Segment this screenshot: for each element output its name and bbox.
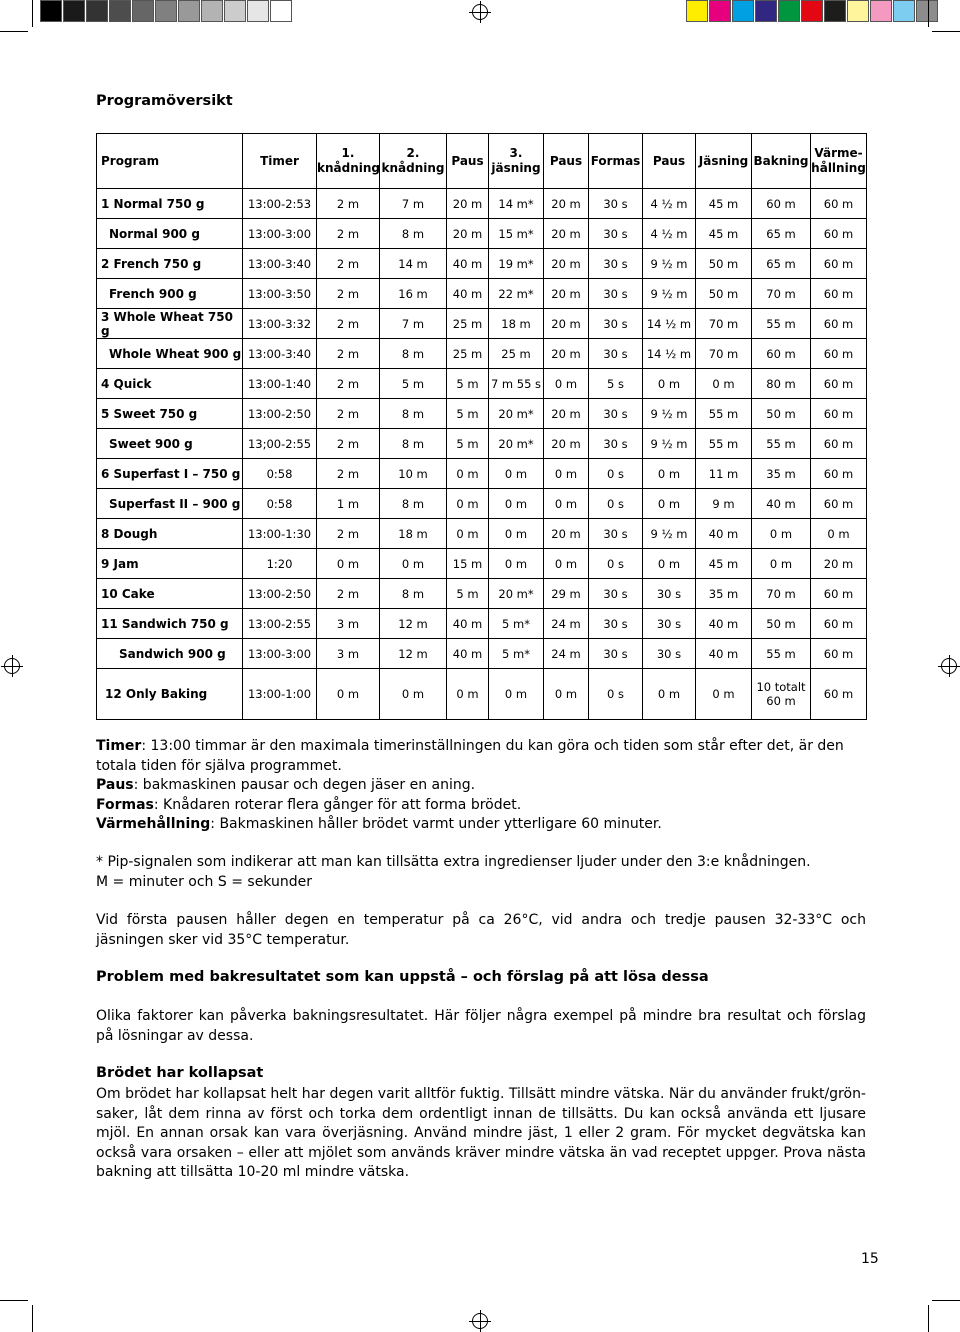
program-name-cell: 10 Cake xyxy=(97,579,243,609)
table-cell: 9 ½ m xyxy=(643,429,696,459)
table-cell: 9 ½ m xyxy=(643,399,696,429)
table-cell: 0 m xyxy=(380,549,447,579)
color-swatch xyxy=(109,0,131,22)
table-cell: 13:00-1:00 xyxy=(243,669,317,720)
table-cell: 22 m* xyxy=(489,279,544,309)
table-cell: 2 m xyxy=(317,279,380,309)
table-cell: 14 ½ m xyxy=(643,309,696,339)
table-cell: 9 m xyxy=(696,489,752,519)
color-swatch xyxy=(732,0,754,22)
timer-definition xyxy=(96,737,866,776)
table-cell: 60 m xyxy=(811,369,867,399)
table-cell: 20 m xyxy=(544,249,589,279)
formas-definition xyxy=(96,796,866,816)
table-cell: 2 m xyxy=(317,399,380,429)
table-cell: 30 s xyxy=(589,609,643,639)
table-cell: 7 m xyxy=(380,309,447,339)
table-cell: 50 m xyxy=(696,249,752,279)
table-cell: 8 m xyxy=(380,579,447,609)
table-cell: 8 m xyxy=(380,429,447,459)
program-name-cell: 9 Jam xyxy=(97,549,243,579)
table-cell: 30 s xyxy=(589,309,643,339)
problems-intro: Olika faktorer kan påverka bakningsresultatet. Här följer några exempel på mindre bra resultat och förslag på lösningar av dessa. xyxy=(96,1008,866,1044)
table-cell: 2 m xyxy=(317,249,380,279)
program-name-cell: Normal 900 g xyxy=(97,219,243,249)
table-cell: 60 m xyxy=(811,579,867,609)
table-cell: 0 m xyxy=(643,549,696,579)
table-cell: 4 ½ m xyxy=(643,219,696,249)
table-row xyxy=(97,339,867,369)
table-cell: 25 m xyxy=(447,339,489,369)
table-cell: 5 m xyxy=(447,429,489,459)
table-cell: 0:58 xyxy=(243,489,317,519)
table-cell: 40 m xyxy=(447,609,489,639)
table-cell: 18 m xyxy=(380,519,447,549)
column-header: Jäsning xyxy=(696,134,752,189)
varmehallning-definition xyxy=(96,815,866,835)
table-cell: 60 m xyxy=(811,639,867,669)
table-cell: 13:00-3:00 xyxy=(243,219,317,249)
program-name-cell: 3 Whole Wheat 750 g xyxy=(97,309,243,339)
definitions xyxy=(96,737,866,835)
table-cell: 0 m xyxy=(489,549,544,579)
table-cell: 0 m xyxy=(447,459,489,489)
varmehallning-term: Värmehållning xyxy=(96,816,211,832)
table-cell: 14 ½ m xyxy=(643,339,696,369)
table-cell: 0 m xyxy=(447,519,489,549)
column-header: Timer xyxy=(243,134,317,189)
table-cell: 8 m xyxy=(380,219,447,249)
table-row xyxy=(97,309,867,339)
registration-mark-bottom xyxy=(472,1313,488,1329)
table-cell: 18 m xyxy=(489,309,544,339)
registration-mark-left xyxy=(4,658,20,674)
crop-mark xyxy=(928,1305,929,1332)
table-cell: 60 m xyxy=(752,339,811,369)
registration-mark-top xyxy=(472,4,488,20)
color-swatch xyxy=(709,0,731,22)
problems-heading: Problem med bakresultatet som kan uppstå – och förslag på att lösa dessa xyxy=(96,969,709,985)
page-title: Programöversikt xyxy=(96,93,233,109)
table-cell: 0 m xyxy=(489,489,544,519)
temperature-note: Vid första pausen håller degen en temperatur på ca 26°C, vid andra och tredje pausen 32-33°C och jäsningen sker vid 35°C temperatur. xyxy=(96,912,866,948)
table-cell: 1 m xyxy=(317,489,380,519)
table-cell: 0 s xyxy=(589,669,643,720)
table-cell: 45 m xyxy=(696,219,752,249)
table-cell: 40 m xyxy=(447,249,489,279)
table-cell: 13:00-3:32 xyxy=(243,309,317,339)
color-swatch xyxy=(847,0,869,22)
timer-term: Timer xyxy=(96,738,142,754)
color-swatch xyxy=(270,0,292,22)
table-cell: 30 s xyxy=(589,279,643,309)
table-cell: 30 s xyxy=(589,339,643,369)
table-cell: 40 m xyxy=(447,639,489,669)
table-cell: 13:00-1:40 xyxy=(243,369,317,399)
table-cell: 13:00-1:30 xyxy=(243,519,317,549)
program-name-cell: Sandwich 900 g xyxy=(97,639,243,669)
crop-mark xyxy=(932,31,960,32)
table-cell: 3 m xyxy=(317,609,380,639)
table-cell: 20 m xyxy=(544,279,589,309)
table-cell: 5 m xyxy=(447,369,489,399)
table-cell: 1:20 xyxy=(243,549,317,579)
paus-term: Paus xyxy=(96,777,134,793)
table-row xyxy=(97,219,867,249)
color-swatch xyxy=(155,0,177,22)
table-cell: 5 m xyxy=(447,399,489,429)
column-header: Paus xyxy=(544,134,589,189)
table-cell: 20 m xyxy=(811,549,867,579)
table-cell: 30 s xyxy=(589,399,643,429)
column-header: Formas xyxy=(589,134,643,189)
table-cell: 60 m xyxy=(811,489,867,519)
table-cell: 20 m xyxy=(447,219,489,249)
table-cell: 7 m 55 s xyxy=(489,369,544,399)
table-cell: 40 m xyxy=(696,609,752,639)
table-cell: 60 m xyxy=(811,399,867,429)
table-row xyxy=(97,459,867,489)
program-name-cell: 6 Superfast I – 750 g xyxy=(97,459,243,489)
table-cell: 30 s xyxy=(589,429,643,459)
crop-mark xyxy=(32,0,33,27)
column-header: Bakning xyxy=(752,134,811,189)
table-cell: 2 m xyxy=(317,369,380,399)
table-row xyxy=(97,579,867,609)
table-cell: 55 m xyxy=(752,429,811,459)
table-cell: 5 s xyxy=(589,369,643,399)
table-cell: 60 m xyxy=(811,309,867,339)
table-cell: 30 s xyxy=(589,189,643,219)
color-swatch xyxy=(40,0,62,22)
crop-mark xyxy=(0,31,28,32)
column-header: Paus xyxy=(447,134,489,189)
paus-definition xyxy=(96,776,866,796)
table-cell: 13:00-3:50 xyxy=(243,279,317,309)
footnotes xyxy=(96,853,866,892)
color-swatch xyxy=(870,0,892,22)
table-cell: 2 m xyxy=(317,309,380,339)
table-row xyxy=(97,189,867,219)
table-cell: 55 m xyxy=(696,429,752,459)
table-row xyxy=(97,609,867,639)
collapsed-heading: Brödet har kollapsat xyxy=(96,1065,264,1081)
table-cell: 40 m xyxy=(696,639,752,669)
registration-mark-right xyxy=(941,658,957,674)
table-cell: 2 m xyxy=(317,339,380,369)
table-row xyxy=(97,519,867,549)
table-header-row xyxy=(97,134,867,189)
table-cell: 13:00-2:50 xyxy=(243,579,317,609)
program-name-cell: 12 Only Baking xyxy=(97,669,243,720)
table-cell: 20 m* xyxy=(489,429,544,459)
table-cell: 20 m xyxy=(544,219,589,249)
table-row xyxy=(97,399,867,429)
table-cell: 0 m xyxy=(643,369,696,399)
color-calibration-bar xyxy=(686,0,939,22)
table-cell: 2 m xyxy=(317,459,380,489)
table-cell: 2 m xyxy=(317,189,380,219)
program-name-cell: French 900 g xyxy=(97,279,243,309)
table-cell: 60 m xyxy=(811,339,867,369)
column-header: 2. knådning xyxy=(380,134,447,189)
table-cell: 0 m xyxy=(643,459,696,489)
table-cell: 10 totalt 60 m xyxy=(752,669,811,720)
table-cell: 0 s xyxy=(589,549,643,579)
table-cell: 70 m xyxy=(696,309,752,339)
table-cell: 20 m xyxy=(447,189,489,219)
table-cell: 29 m xyxy=(544,579,589,609)
table-cell: 8 m xyxy=(380,339,447,369)
color-swatch xyxy=(824,0,846,22)
crop-mark xyxy=(928,0,929,27)
color-swatch xyxy=(916,0,938,22)
table-cell: 9 ½ m xyxy=(643,279,696,309)
table-cell: 20 m xyxy=(544,399,589,429)
table-cell: 2 m xyxy=(317,429,380,459)
table-cell: 12 m xyxy=(380,609,447,639)
table-cell: 0 s xyxy=(589,459,643,489)
table-cell: 20 m xyxy=(544,429,589,459)
pip-note: * Pip-signalen som indikerar att man kan tillsätta extra ingredienser ljuder under den 3:e knådningen. xyxy=(96,854,811,870)
table-cell: 70 m xyxy=(752,279,811,309)
table-cell: 2 m xyxy=(317,519,380,549)
table-cell: 80 m xyxy=(752,369,811,399)
column-header: 3. jäsning xyxy=(489,134,544,189)
paus-text: : bakmaskinen pausar och degen jäser en aning. xyxy=(133,777,476,793)
table-cell: 50 m xyxy=(752,609,811,639)
table-cell: 2 m xyxy=(317,579,380,609)
table-cell: 11 m xyxy=(696,459,752,489)
program-name-cell: Whole Wheat 900 g xyxy=(97,339,243,369)
table-cell: 0 m xyxy=(544,549,589,579)
table-cell: 13:00-3:40 xyxy=(243,249,317,279)
table-cell: 30 s xyxy=(643,609,696,639)
table-cell: 13;00-2:55 xyxy=(243,429,317,459)
table-cell: 13:00-2:53 xyxy=(243,189,317,219)
color-swatch xyxy=(686,0,708,22)
color-swatch xyxy=(893,0,915,22)
table-cell: 50 m xyxy=(752,399,811,429)
table-cell: 60 m xyxy=(811,429,867,459)
table-cell: 30 s xyxy=(643,579,696,609)
table-cell: 13:00-3:00 xyxy=(243,639,317,669)
table-row xyxy=(97,369,867,399)
table-cell: 50 m xyxy=(696,279,752,309)
table-cell: 70 m xyxy=(752,579,811,609)
table-cell: 0 m xyxy=(643,669,696,720)
table-cell: 19 m* xyxy=(489,249,544,279)
color-swatch xyxy=(755,0,777,22)
table-cell: 20 m* xyxy=(489,399,544,429)
collapsed-text: Om brödet har kollapsat helt har degen varit alltför fuktig. Tillsätt mindre vätska. När du använder frukt/grön-saker, låt dem rinna av först och torka dem ordentligt innan de tillsätts. Du kan också använda ett ljusare mjöl. En annan orsak kan vara överjäsning. Använd mindre jäst, 1 eller 2 gram. För mycket degvätska kan också vara orsaken – eller att mjölet som används kräver mindre vätska än vad receptet uppger. Prova nästa bakning att tillsätta 10-20 ml mindre vätska. xyxy=(96,1086,866,1180)
table-cell: 15 m xyxy=(447,549,489,579)
table-cell: 0 m xyxy=(643,489,696,519)
timer-text: : 13:00 timmar är den maximala timerinställningen du kan göra och tiden som står efter det, är den totala tiden för själva programmet. xyxy=(96,738,844,774)
table-cell: 9 ½ m xyxy=(643,249,696,279)
table-cell: 40 m xyxy=(752,489,811,519)
table-cell: 20 m xyxy=(544,519,589,549)
table-cell: 5 m* xyxy=(489,609,544,639)
table-cell: 30 s xyxy=(589,579,643,609)
program-name-cell: 8 Dough xyxy=(97,519,243,549)
table-cell: 7 m xyxy=(380,189,447,219)
color-swatch xyxy=(86,0,108,22)
table-cell: 60 m xyxy=(811,279,867,309)
table-cell: 14 m* xyxy=(489,189,544,219)
table-row xyxy=(97,639,867,669)
table-cell: 20 m xyxy=(544,189,589,219)
table-cell: 0 m xyxy=(752,549,811,579)
table-cell: 55 m xyxy=(752,309,811,339)
table-cell: 8 m xyxy=(380,489,447,519)
table-cell: 60 m xyxy=(811,609,867,639)
table-cell: 30 s xyxy=(643,639,696,669)
program-overview-table xyxy=(96,133,867,720)
table-cell: 0 m xyxy=(696,369,752,399)
crop-mark xyxy=(932,1300,960,1301)
color-swatch xyxy=(201,0,223,22)
color-swatch xyxy=(247,0,269,22)
table-cell: 5 m* xyxy=(489,639,544,669)
table-cell: 35 m xyxy=(696,579,752,609)
table-cell: 0 m xyxy=(544,459,589,489)
table-cell: 2 m xyxy=(317,219,380,249)
table-cell: 13:00-2:50 xyxy=(243,399,317,429)
table-cell: 0 m xyxy=(317,669,380,720)
table-cell: 45 m xyxy=(696,189,752,219)
table-cell: 13:00-2:55 xyxy=(243,609,317,639)
page-number: 15 xyxy=(861,1251,879,1267)
table-cell: 30 s xyxy=(589,249,643,279)
table-cell: 35 m xyxy=(752,459,811,489)
color-swatch xyxy=(132,0,154,22)
table-cell: 60 m xyxy=(811,249,867,279)
column-header: Program xyxy=(97,134,243,189)
color-swatch xyxy=(178,0,200,22)
table-cell: 60 m xyxy=(752,189,811,219)
table-cell: 60 m xyxy=(811,219,867,249)
table-row xyxy=(97,669,867,720)
program-name-cell: Sweet 900 g xyxy=(97,429,243,459)
table-cell: 14 m xyxy=(380,249,447,279)
table-cell: 5 m xyxy=(380,369,447,399)
table-cell: 12 m xyxy=(380,639,447,669)
table-cell: 65 m xyxy=(752,249,811,279)
column-header: 1. knådning xyxy=(317,134,380,189)
table-cell: 40 m xyxy=(447,279,489,309)
table-row xyxy=(97,429,867,459)
table-cell: 0 m xyxy=(489,459,544,489)
crop-mark xyxy=(0,1300,28,1301)
table-cell: 60 m xyxy=(811,669,867,720)
table-cell: 0 m xyxy=(380,669,447,720)
table-cell: 30 s xyxy=(589,519,643,549)
table-cell: 10 m xyxy=(380,459,447,489)
table-cell: 0 m xyxy=(317,549,380,579)
table-cell: 0 m xyxy=(696,669,752,720)
table-cell: 24 m xyxy=(544,639,589,669)
table-cell: 55 m xyxy=(752,639,811,669)
table-cell: 13:00-3:40 xyxy=(243,339,317,369)
table-cell: 45 m xyxy=(696,549,752,579)
program-name-cell: 4 Quick xyxy=(97,369,243,399)
program-name-cell: 1 Normal 750 g xyxy=(97,189,243,219)
formas-term: Formas xyxy=(96,796,154,813)
crop-mark xyxy=(32,1305,33,1332)
color-swatch xyxy=(63,0,85,22)
table-row xyxy=(97,489,867,519)
color-swatch xyxy=(224,0,246,22)
table-cell: 40 m xyxy=(696,519,752,549)
table-cell: 25 m xyxy=(489,339,544,369)
program-name-cell: 11 Sandwich 750 g xyxy=(97,609,243,639)
table-cell: 0 m xyxy=(489,519,544,549)
table-cell: 0 m xyxy=(544,489,589,519)
table-cell: 3 m xyxy=(317,639,380,669)
table-cell: 0 s xyxy=(589,489,643,519)
color-swatch xyxy=(778,0,800,22)
table-cell: 65 m xyxy=(752,219,811,249)
table-cell: 0 m xyxy=(544,669,589,720)
column-header: Värme-hållning xyxy=(811,134,867,189)
table-cell: 0:58 xyxy=(243,459,317,489)
table-cell: 0 m xyxy=(489,669,544,720)
table-cell: 0 m xyxy=(544,369,589,399)
table-cell: 0 m xyxy=(447,489,489,519)
table-cell: 0 m xyxy=(811,519,867,549)
table-cell: 0 m xyxy=(752,519,811,549)
table-row xyxy=(97,549,867,579)
table-row xyxy=(97,279,867,309)
grayscale-calibration-bar xyxy=(40,0,293,22)
table-cell: 30 s xyxy=(589,219,643,249)
table-cell: 4 ½ m xyxy=(643,189,696,219)
table-cell: 8 m xyxy=(380,399,447,429)
table-cell: 60 m xyxy=(811,189,867,219)
table-cell: 16 m xyxy=(380,279,447,309)
table-cell: 5 m xyxy=(447,579,489,609)
table-cell: 15 m* xyxy=(489,219,544,249)
program-name-cell: 2 French 750 g xyxy=(97,249,243,279)
table-cell: 20 m xyxy=(544,339,589,369)
column-header: Paus xyxy=(643,134,696,189)
table-cell: 70 m xyxy=(696,339,752,369)
table-cell: 20 m xyxy=(544,309,589,339)
varmehallning-text: : Bakmaskinen håller brödet varmt under ytterligare 60 minuter. xyxy=(210,816,662,832)
color-swatch xyxy=(801,0,823,22)
table-cell: 0 m xyxy=(447,669,489,720)
table-cell: 9 ½ m xyxy=(643,519,696,549)
table-cell: 30 s xyxy=(589,639,643,669)
program-name-cell: Superfast II – 900 g xyxy=(97,489,243,519)
program-name-cell: 5 Sweet 750 g xyxy=(97,399,243,429)
table-cell: 24 m xyxy=(544,609,589,639)
table-cell: 25 m xyxy=(447,309,489,339)
table-cell: 60 m xyxy=(811,459,867,489)
table-cell: 55 m xyxy=(696,399,752,429)
table-row xyxy=(97,249,867,279)
formas-text: : Knådaren roterar flera gånger för att forma brödet. xyxy=(153,796,522,813)
table-cell: 20 m* xyxy=(489,579,544,609)
units-note: M = minuter och S = sekunder xyxy=(96,873,312,890)
